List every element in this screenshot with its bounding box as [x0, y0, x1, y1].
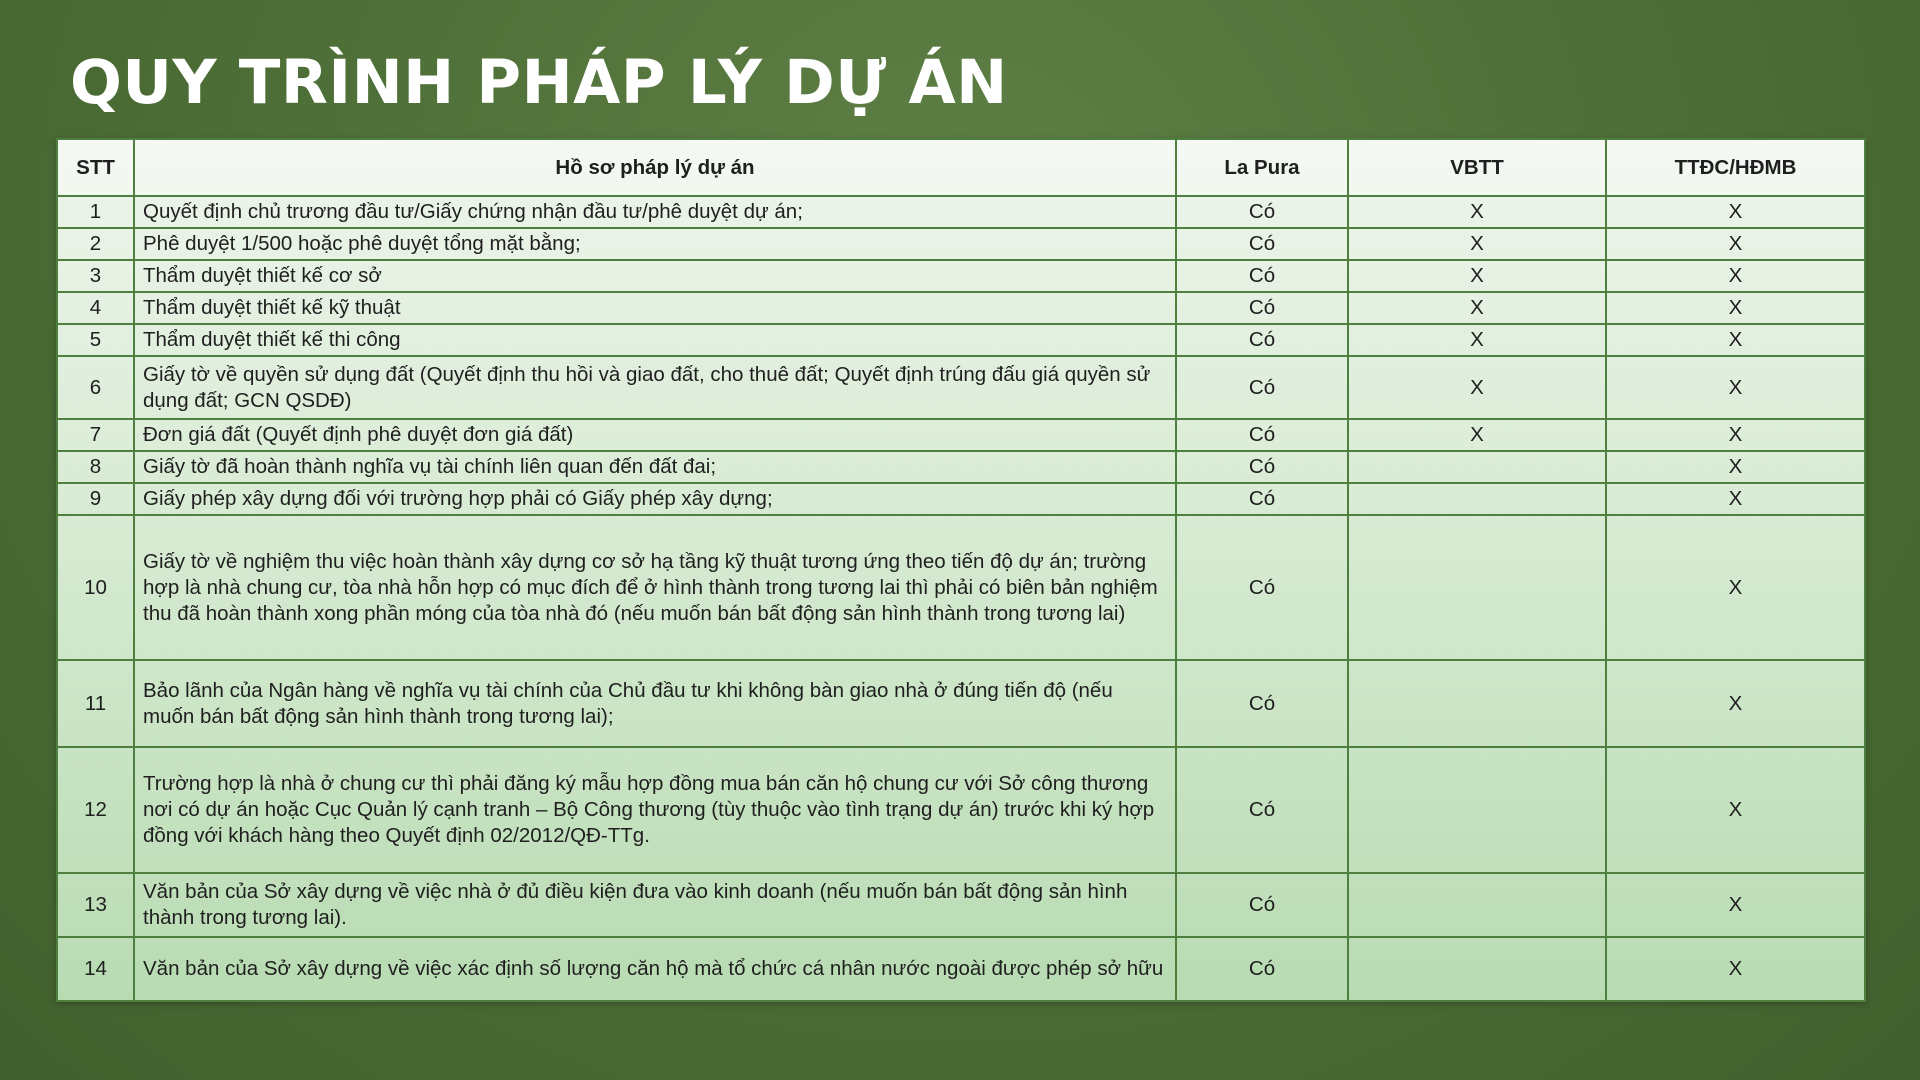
row-la-pura: Có: [1176, 937, 1348, 1001]
row-document: Giấy tờ về quyền sử dụng đất (Quyết định thu hồi và giao đất, cho thuê đất; Quyết định trúng đấu giá quyền sử dụng đất; GCN QSDĐ): [134, 356, 1176, 419]
row-document: Quyết định chủ trương đầu tư/Giấy chứng nhận đầu tư/phê duyệt dự án;: [134, 196, 1176, 228]
row-la-pura: Có: [1176, 260, 1348, 292]
row-vbtt: [1348, 747, 1606, 873]
row-vbtt: X: [1348, 356, 1606, 419]
row-document: Thẩm duyệt thiết kế cơ sở: [134, 260, 1176, 292]
row-la-pura: Có: [1176, 515, 1348, 660]
row-document: Giấy phép xây dựng đối với trường hợp phải có Giấy phép xây dựng;: [134, 483, 1176, 515]
row-document: Văn bản của Sở xây dựng về việc xác định số lượng căn hộ mà tổ chức cá nhân nước ngoài được phép sở hữu: [134, 937, 1176, 1001]
row-ttdc-hdmb: X: [1606, 660, 1865, 747]
row-ttdc-hdmb: X: [1606, 451, 1865, 483]
row-vbtt: X: [1348, 260, 1606, 292]
row-vbtt: [1348, 660, 1606, 747]
row-stt: 2: [57, 228, 134, 260]
row-la-pura: Có: [1176, 196, 1348, 228]
row-la-pura: Có: [1176, 356, 1348, 419]
row-vbtt: X: [1348, 228, 1606, 260]
row-ttdc-hdmb: X: [1606, 873, 1865, 937]
row-document: Thẩm duyệt thiết kế kỹ thuật: [134, 292, 1176, 324]
row-vbtt: X: [1348, 196, 1606, 228]
row-la-pura: Có: [1176, 483, 1348, 515]
row-stt: 14: [57, 937, 134, 1001]
row-la-pura: Có: [1176, 419, 1348, 451]
row-stt: 4: [57, 292, 134, 324]
row-document: Văn bản của Sở xây dựng về việc nhà ở đủ điều kiện đưa vào kinh doanh (nếu muốn bán bất động sản hình thành trong tương lai).: [134, 873, 1176, 937]
row-stt: 9: [57, 483, 134, 515]
row-la-pura: Có: [1176, 451, 1348, 483]
row-document: Trường hợp là nhà ở chung cư thì phải đăng ký mẫu hợp đồng mua bán căn hộ chung cư với Sở công thương nơi có dự án hoặc Cục Quản lý cạnh tranh – Bộ Công thương (tùy thuộc vào tình trạng dự án) trước khi ký hợp đồng với khách hàng theo Quyết định 02/2012/QĐ-TTg.: [134, 747, 1176, 873]
table-row: [57, 660, 1865, 747]
table-row: [57, 324, 1865, 356]
row-document: Giấy tờ về nghiệm thu việc hoàn thành xây dựng cơ sở hạ tầng kỹ thuật tương ứng theo tiến độ dự án; trường hợp là nhà chung cư, tòa nhà hỗn hợp có mục đích để ở hình thành trong tương lai thì phải có biên bản nghiệm thu đã hoàn thành xong phần móng của tòa nhà đó (nếu muốn bán bất động sản hình thành trong tương lai): [134, 515, 1176, 660]
header-la-pura: La Pura: [1176, 139, 1348, 196]
row-vbtt: X: [1348, 324, 1606, 356]
row-vbtt: X: [1348, 419, 1606, 451]
row-stt: 13: [57, 873, 134, 937]
row-vbtt: [1348, 483, 1606, 515]
row-ttdc-hdmb: X: [1606, 324, 1865, 356]
header-vbtt: VBTT: [1348, 139, 1606, 196]
row-stt: 1: [57, 196, 134, 228]
row-la-pura: Có: [1176, 324, 1348, 356]
row-ttdc-hdmb: X: [1606, 356, 1865, 419]
table-row: [57, 228, 1865, 260]
row-ttdc-hdmb: X: [1606, 228, 1865, 260]
row-document: Phê duyệt 1/500 hoặc phê duyệt tổng mặt bằng;: [134, 228, 1176, 260]
row-la-pura: Có: [1176, 660, 1348, 747]
row-la-pura: Có: [1176, 873, 1348, 937]
row-ttdc-hdmb: X: [1606, 515, 1865, 660]
row-la-pura: Có: [1176, 228, 1348, 260]
table-row: [57, 937, 1865, 1001]
table-row: [57, 515, 1865, 660]
row-stt: 11: [57, 660, 134, 747]
row-document: Thẩm duyệt thiết kế thi công: [134, 324, 1176, 356]
table-row: [57, 747, 1865, 873]
row-la-pura: Có: [1176, 292, 1348, 324]
row-stt: 10: [57, 515, 134, 660]
row-vbtt: X: [1348, 292, 1606, 324]
row-ttdc-hdmb: X: [1606, 747, 1865, 873]
row-vbtt: [1348, 873, 1606, 937]
row-stt: 8: [57, 451, 134, 483]
table-row: [57, 451, 1865, 483]
row-document: Giấy tờ đã hoàn thành nghĩa vụ tài chính liên quan đến đất đai;: [134, 451, 1176, 483]
header-stt: STT: [57, 139, 134, 196]
page-title: QUY TRÌNH PHÁP LÝ DỰ ÁN: [70, 47, 1008, 118]
legal-process-table: [56, 138, 1866, 1002]
row-ttdc-hdmb: X: [1606, 483, 1865, 515]
table-row: [57, 196, 1865, 228]
row-document: Đơn giá đất (Quyết định phê duyệt đơn giá đất): [134, 419, 1176, 451]
table-row: [57, 356, 1865, 419]
row-ttdc-hdmb: X: [1606, 292, 1865, 324]
row-la-pura: Có: [1176, 747, 1348, 873]
header-document: Hồ sơ pháp lý dự án: [134, 139, 1176, 196]
row-ttdc-hdmb: X: [1606, 260, 1865, 292]
row-ttdc-hdmb: X: [1606, 937, 1865, 1001]
row-stt: 6: [57, 356, 134, 419]
row-stt: 5: [57, 324, 134, 356]
header-ttdc-hdmb: TTĐC/HĐMB: [1606, 139, 1865, 196]
row-vbtt: [1348, 515, 1606, 660]
table-row: [57, 483, 1865, 515]
row-vbtt: [1348, 937, 1606, 1001]
table-row: [57, 873, 1865, 937]
row-stt: 7: [57, 419, 134, 451]
row-stt: 12: [57, 747, 134, 873]
row-document: Bảo lãnh của Ngân hàng về nghĩa vụ tài chính của Chủ đầu tư khi không bàn giao nhà ở đúng tiến độ (nếu muốn bán bất động sản hình thành trong tương lai);: [134, 660, 1176, 747]
table-row: [57, 260, 1865, 292]
row-stt: 3: [57, 260, 134, 292]
row-ttdc-hdmb: X: [1606, 419, 1865, 451]
table-row: [57, 419, 1865, 451]
row-ttdc-hdmb: X: [1606, 196, 1865, 228]
table-row: [57, 292, 1865, 324]
table-header-row: [57, 139, 1865, 196]
row-vbtt: [1348, 451, 1606, 483]
